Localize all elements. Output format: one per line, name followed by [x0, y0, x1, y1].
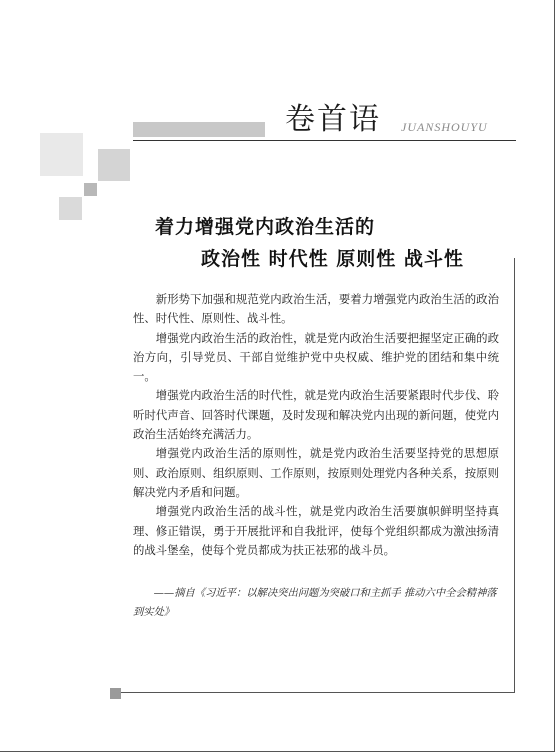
column-header — [133, 100, 516, 145]
decorative-square — [59, 197, 82, 220]
bottom-square — [110, 688, 121, 699]
column-title: 卷首语 — [285, 102, 381, 137]
source-citation: ——摘自《习近平：以解决突出问题为突破口和主抓手 推动六中全会精神落到实处》 — [133, 587, 497, 618]
article-title-line2: 政治性 时代性 原则性 战斗性 — [201, 248, 464, 270]
article-source — [133, 584, 499, 622]
paragraph: 增强党内政治生活的战斗性，就是党内政治生活要旗帜鲜明坚持真理、修正错误，勇于开展批评和自我批评，使每个党组织都成为激浊扬清的战斗堡垒，使每个党员都成为扶正祛邪的战斗员。 — [133, 504, 499, 557]
right-rule — [514, 258, 515, 693]
paragraph: 增强党内政治生活的时代性，就是党内政治生活要紧跟时代步伐、聆听时代声音、回答时代课题，及时发现和解决党内出现的新问题，使党内政治生活始终充满活力。 — [133, 388, 499, 442]
column-subtitle: JUANSHOUYU — [401, 120, 488, 134]
paragraph: 新形势下加强和规范党内政治生活，要着力增强党内政治生活的政治性、时代性、原则性、战斗性。 — [133, 292, 499, 326]
header-rule — [133, 140, 516, 141]
article-title-line1: 着力增强党内政治生活的 — [155, 216, 376, 238]
decorative-square — [84, 183, 97, 196]
decorative-square — [98, 149, 130, 181]
paragraph: 增强党内政治生活的原则性，就是党内政治生活要坚持党的思想原则、政治原则、组织原则、工作原则，按原则处理党内各种关系，按原则解决党内矛盾和问题。 — [133, 446, 499, 499]
article-body — [133, 290, 499, 560]
bottom-rule — [120, 692, 515, 693]
header-bar — [133, 122, 265, 137]
decorative-square — [40, 133, 83, 176]
paragraph: 增强党内政治生活的政治性，就是党内政治生活要把握坚定正确的政治方向，引导党员、干部自觉维护党中央权威、维护党的团结和集中统一。 — [133, 330, 499, 384]
